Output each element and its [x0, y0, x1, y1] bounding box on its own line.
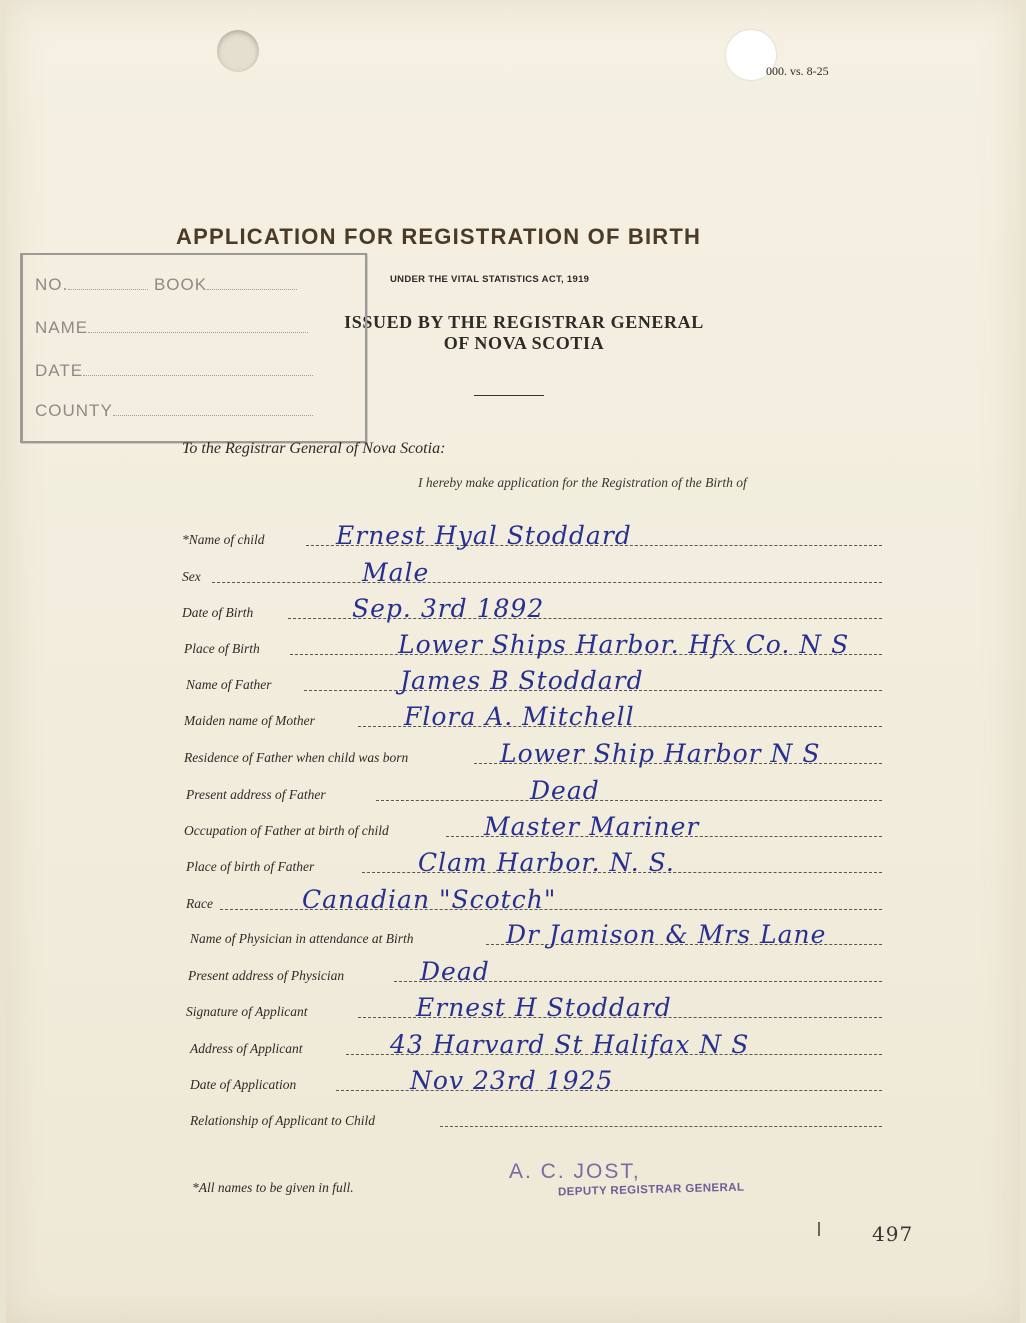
field-value: Dr Jamison & Mrs Lane — [506, 920, 827, 949]
footnote: *All names to be given in full. — [192, 1180, 354, 1195]
field-label: Present address of Father — [186, 787, 326, 802]
page-title: APPLICATION FOR REGISTRATION OF BIRTH — [176, 224, 702, 249]
stamp-book-label: BOOK — [153, 275, 208, 294]
field-label: Address of Applicant — [190, 1041, 303, 1056]
field-label: Name of Father — [186, 677, 272, 692]
registrar-stamp-title: DEPUTY REGISTRAR GENERAL — [557, 1181, 745, 1199]
field-leader — [440, 1126, 882, 1127]
field-signature-of-applicant — [186, 992, 882, 1024]
form-code: 000. vs. 8-25 — [766, 64, 829, 78]
field-value: 43 Harvard St Halifax N S — [390, 1030, 750, 1059]
field-value: Lower Ship Harbor N S — [500, 739, 821, 768]
issuer-line-1: ISSUED BY THE REGISTRAR GENERAL — [344, 312, 704, 332]
field-label: Name of Physician in attendance at Birth — [190, 931, 414, 946]
stamp-book-blank — [207, 279, 297, 290]
field-label: Place of birth of Father — [186, 859, 315, 874]
field-value: Sep. 3rd 1892 — [352, 594, 545, 623]
field-name-of-father — [186, 665, 882, 697]
stamp-row-no-book — [35, 275, 355, 295]
field-present-address-of-physician — [188, 956, 882, 988]
field-label: Occupation of Father at birth of child — [184, 823, 389, 838]
field-present-address-of-father — [186, 775, 882, 807]
stamp-name-label: NAME — [35, 318, 89, 337]
registrar-stamp-name: A. C. JOST, — [509, 1160, 641, 1183]
field-label: Place of Birth — [184, 641, 260, 656]
divider — [474, 395, 544, 396]
field-address-of-applicant — [190, 1029, 882, 1061]
field-label: Date of Birth — [182, 605, 254, 620]
salutation: To the Registrar General of Nova Scotia: — [182, 440, 446, 457]
issuer-line-2: OF NOVA SCOTIA — [443, 333, 605, 353]
field-label: Residence of Father when child was born — [184, 750, 409, 765]
punch-hole-left — [217, 30, 259, 72]
field-value: Clam Harbor. N. S. — [418, 848, 675, 877]
field-value: James B Stoddard — [400, 666, 644, 695]
document-page — [6, 0, 1020, 1323]
stamp-date-label: DATE — [35, 361, 84, 380]
act-subtitle: UNDER THE VITAL STATISTICS ACT, 1919 — [390, 274, 590, 285]
stamp-date-blank — [83, 365, 313, 376]
field-leader — [376, 800, 882, 801]
field-place-of-birth-of-father — [186, 847, 882, 879]
stamp-row-date — [35, 361, 355, 381]
field-maiden-name-of-mother — [184, 701, 882, 733]
field-value: Dead — [530, 776, 600, 805]
stamp-row-name — [35, 318, 355, 338]
field-leader — [212, 582, 882, 583]
field-date-of-application — [190, 1065, 882, 1097]
field-value: Lower Ships Harbor. Hfx Co. N S — [398, 630, 850, 659]
field-value: Male — [362, 558, 430, 587]
stamp-county-label: COUNTY — [35, 401, 113, 420]
field-value: Dead — [420, 957, 490, 986]
field-date-of-birth — [182, 593, 882, 625]
field-value: Nov 23rd 1925 — [410, 1066, 614, 1095]
office-use-stamp — [20, 253, 367, 443]
stamp-no-blank — [68, 279, 148, 290]
intro-statement: I hereby make application for the Registration of the Birth of — [418, 475, 747, 490]
field-label: Signature of Applicant — [186, 1004, 308, 1019]
field-value: Ernest Hyal Stoddard — [336, 521, 632, 550]
field-label: Maiden name of Mother — [184, 713, 315, 728]
field-residence-of-father — [184, 738, 882, 770]
field-label: *Name of child — [182, 532, 265, 547]
field-value: Flora A. Mitchell — [404, 702, 635, 731]
field-sex — [182, 557, 882, 589]
field-value: Master Mariner — [484, 812, 700, 841]
field-label: Present address of Physician — [188, 968, 345, 983]
stamp-row-county — [35, 401, 355, 421]
field-label: Date of Application — [190, 1077, 297, 1092]
field-race — [186, 884, 882, 916]
field-name-of-physician — [190, 919, 882, 951]
field-occupation-of-father — [184, 811, 882, 843]
stamp-name-blank — [88, 322, 308, 333]
field-label: Sex — [182, 569, 201, 584]
margin-tick — [818, 1222, 820, 1236]
field-place-of-birth — [184, 629, 882, 661]
page-number: 497 — [872, 1222, 914, 1246]
field-label: Race — [186, 896, 213, 911]
field-value: Ernest H Stoddard — [416, 993, 672, 1022]
field-label: Relationship of Applicant to Child — [190, 1113, 375, 1128]
field-value: Canadian "Scotch" — [302, 885, 557, 914]
stamp-county-blank — [113, 405, 313, 416]
stamp-no-label: NO. — [35, 275, 69, 294]
field-relationship-of-applicant — [190, 1101, 882, 1133]
field-name-of-child — [182, 520, 882, 552]
